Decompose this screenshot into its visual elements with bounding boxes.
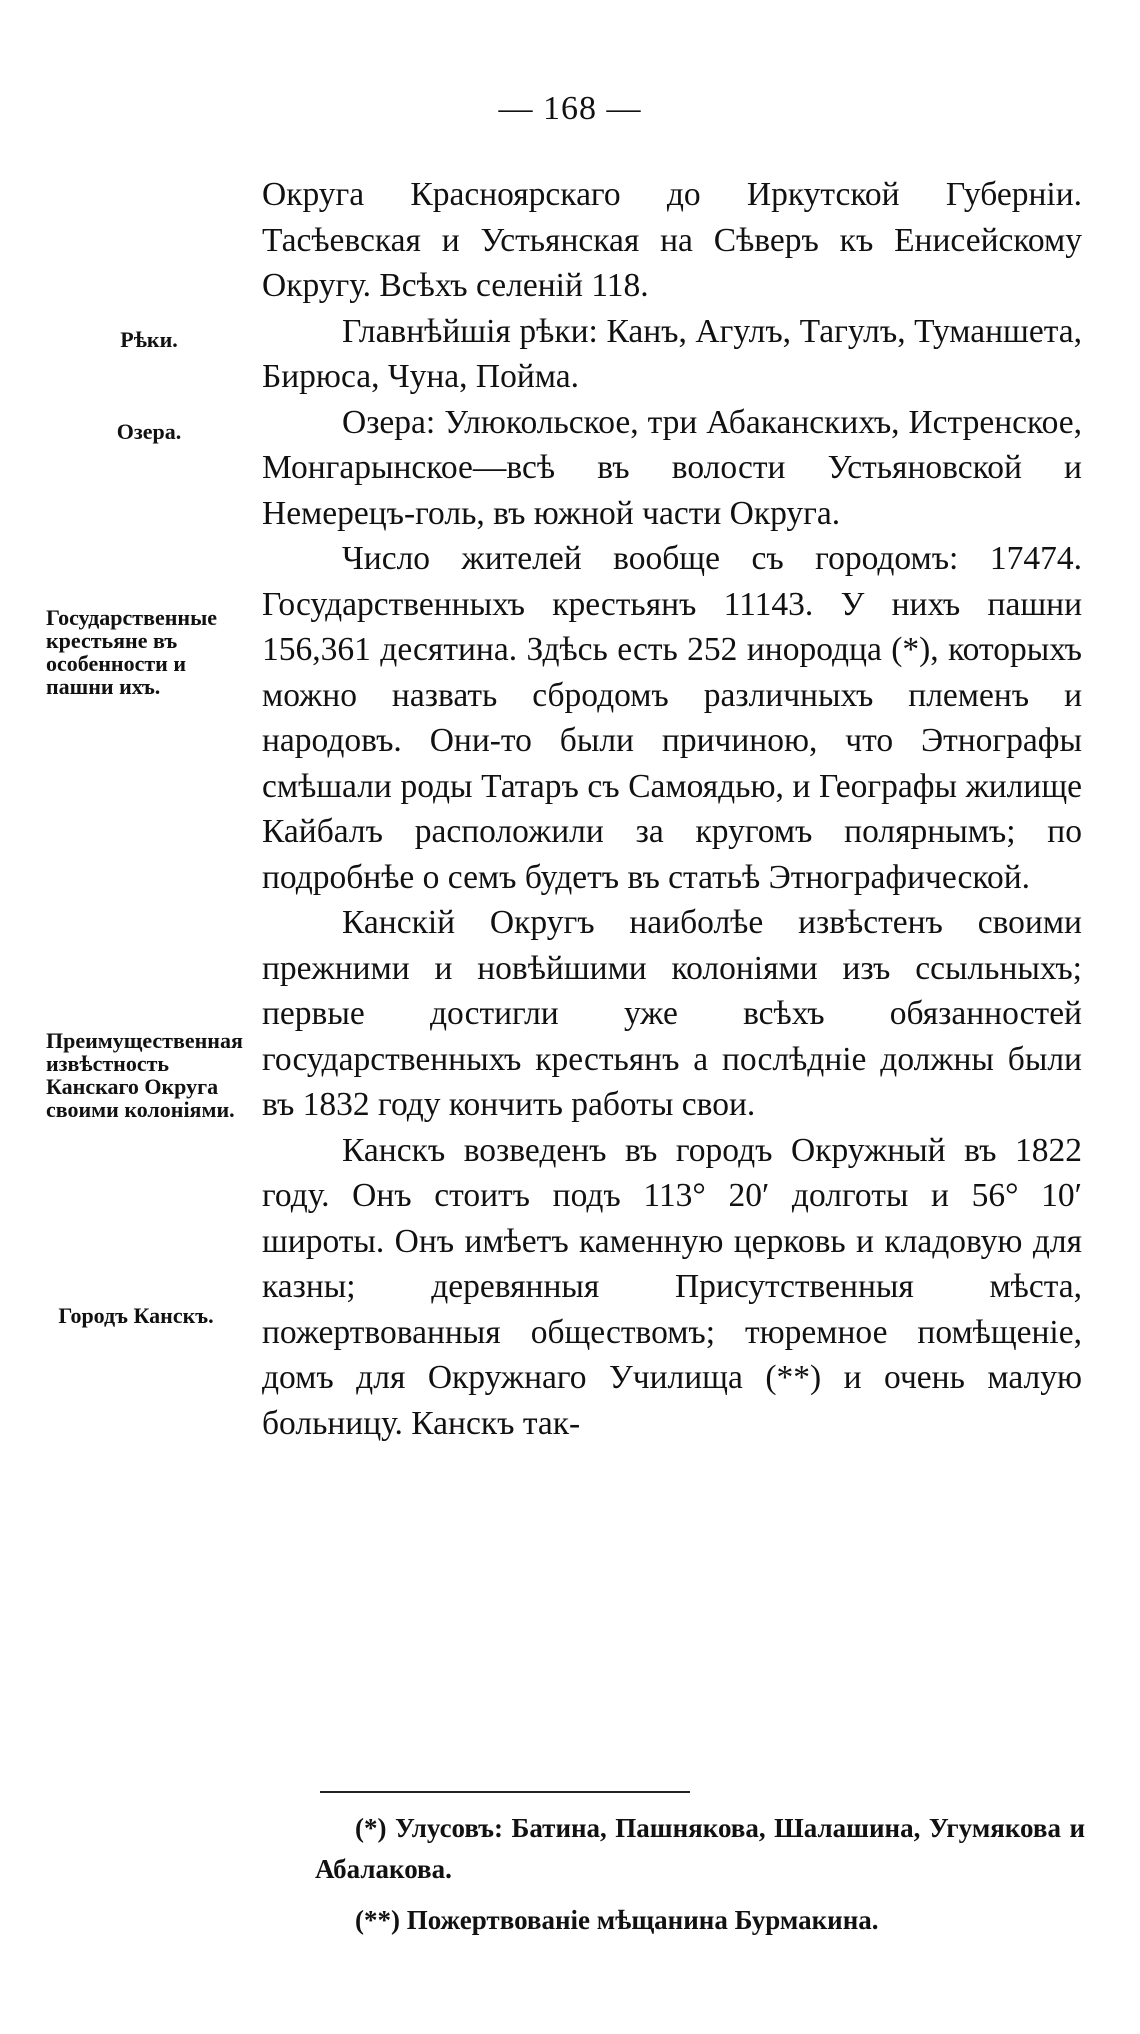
footnote-rule [320, 1791, 690, 1793]
footnote-1: (*) Улусовъ: Батина, Пашнякова, Шалашина, Угумякова и Абалакова. [315, 1813, 1085, 1884]
margin-note-rivers: Рѣки. [120, 327, 178, 352]
paragraph-rivers: Главнѣйшія рѣки: Канъ, Агулъ, Тагулъ, Туманшета, Бирюса, Чуна, Пойма. [262, 312, 1082, 395]
footnotes [315, 1808, 1085, 1951]
main-text [262, 172, 1082, 1446]
paragraph-colonies: Канскій Округъ наиболѣе извѣстенъ своими прежними и новѣйшими колоніями изъ ссыльныхъ; первые достигли уже всѣхъ обязанностей государственныхъ крестьянъ а послѣдніе должны были въ 1832 году кончить работы свои. [262, 904, 1082, 1123]
margin-note-town: Городъ Канскъ. [58, 1303, 214, 1328]
paragraph-population: Число жителей вообще съ городомъ: 17474. Государственныхъ крестьянъ 11143. У нихъ пашни 156,361 десятина. Здѣсь есть 252 инородца (*), которыхъ можно назвать сбродомъ различныхъ племенъ и народовъ. Они-то были причиною, что Этнографы смѣшали роды Татаръ съ Самоядью, и Географы жилище Кайбалъ расположили за кругомъ полярнымъ; по подробнѣе о семъ будетъ въ статьѣ Этнографической. [262, 540, 1082, 896]
paragraph-lakes: Озера: Улюкольское, три Абаканскихъ, Истренское, Монгарынское—всѣ въ волости Устьяновской и Немерецъ-голь, въ южной части Округа. [262, 403, 1082, 532]
margin-note-fame: Преимущественная извѣстность Канскаго Округа своими колоніями. [46, 1028, 243, 1122]
page-number: — 168 — [498, 90, 642, 127]
footnote-2: (**) Пожертвованіе мѣщанина Бурмакина. [355, 1905, 879, 1935]
margin-note-lakes: Озера. [116, 419, 182, 444]
margin-note-peasants: Государственные крестьяне въ особенности и пашни ихъ. [46, 605, 218, 699]
paragraph-boundaries: Округа Красноярскаго до Иркутской Губерніи. Тасѣевская и Устьянская на Сѣверъ къ Енисейскому Округу. Всѣхъ селеній 118. [262, 176, 1082, 304]
paragraph-town: Канскъ возведенъ въ городъ Окружный въ 1822 году. Онъ стоитъ подъ 113° 20′ долготы и 56° 10′ широты. Онъ имѣетъ каменную церковь и кладовую для казны; деревянныя Присутственныя мѣста, пожертвованныя обществомъ; тюремное помѣщеніе, домъ для Окружнаго Училища (**) и очень малую больницу. Канскъ так- [262, 1131, 1082, 1442]
